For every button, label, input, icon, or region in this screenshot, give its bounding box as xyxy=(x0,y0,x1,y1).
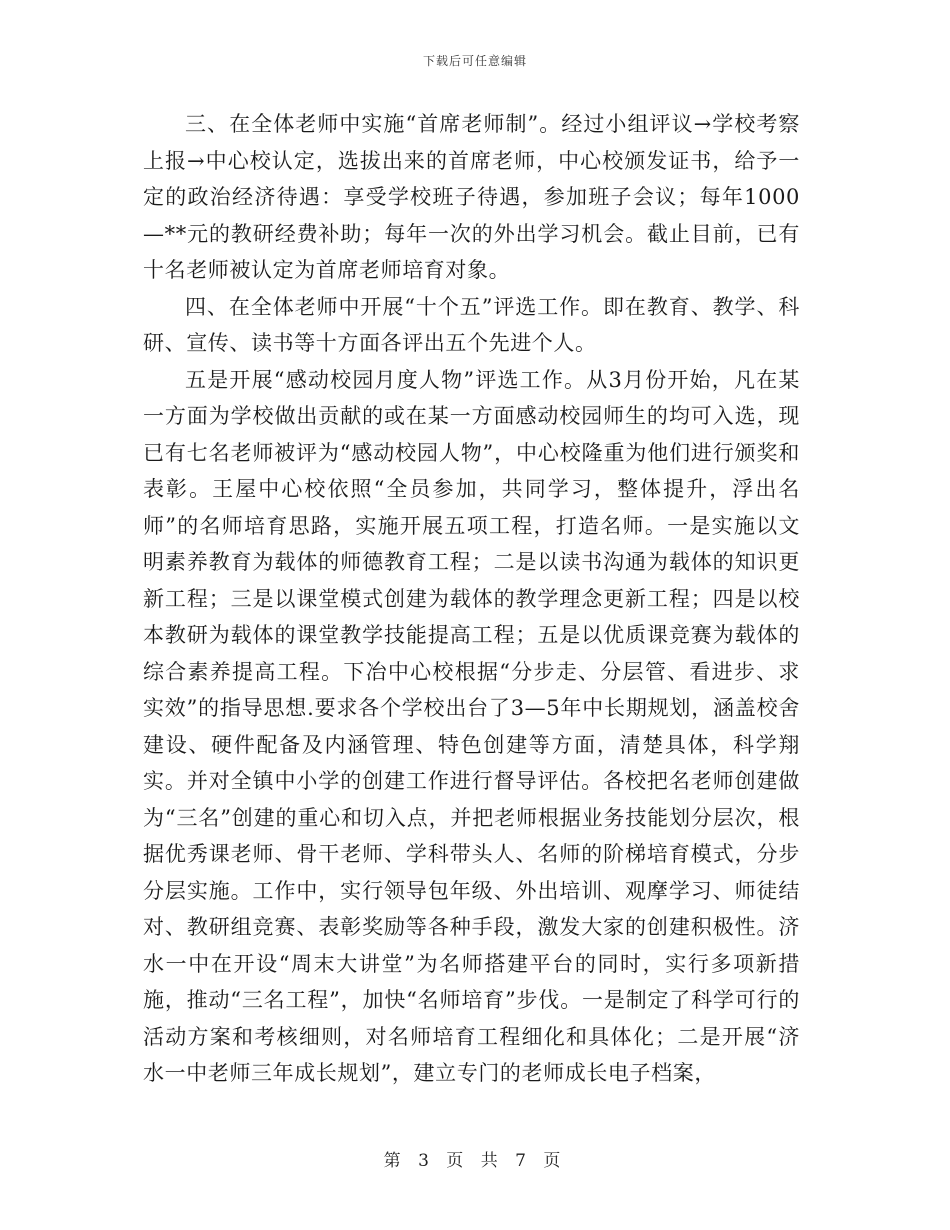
paragraph-3: 五是开展“感动校园月度人物”评选工作。从3月份开始，凡在某一方面为学校做出贡献的或在某一方面感动校园师生的均可入选，现已有七名老师被评为“感动校园人物”，中心校隆重为他们进行颁奖和表彰。王屋中心校依照“全员参加，共同学习，整体提升，浮出名师”的名师培育思路，实施开展五项工程，打造名师。一是实施以文明素养教育为载体的师德教育工程；二是以读书沟通为载体的知识更新工程；三是以课堂模式创建为载体的教学理念更新工程；四是以校本教研为载体的课堂教学技能提高工程；五是以优质课竞赛为载体的综合素养提高工程。下冶中心校根据“分步走、分层管、看进步、求实效”的指导思想.要求各个学校出台了3—5年中长期规划，涵盖校舍建设、硬件配备及内涵管理、特色创建等方面，清楚具体，科学翔实。并对全镇中小学的创建工作进行督导评估。各校把名老师创建做为“三名”创建的重心和切入点，并把老师根据业务技能划分层次，根据优秀课老师、骨干老师、学科带头人、名师的阶梯培育模式，分步分层实施。工作中，实行领导包年级、外出培训、观摩学习、师徒结对、教研组竞赛、表彰奖励等各种手段，激发大家的创建积极性。济水一中在开设“周末大讲堂”为名师搭建平台的同时，实行多项新措施，推动“三名工程”，加快“名师培育”步伐。一是制定了科学可行的活动方案和考核细则，对名师培育工程细化和具体化；二是开展“济水一中老师三年成长规划”，建立专门的老师成长电子档案， xyxy=(143,367,800,1085)
page-header: 下载后可任意编辑 xyxy=(422,54,527,68)
document-body xyxy=(143,106,800,1092)
page-number: 第 3 页 共 7 页 xyxy=(383,1151,567,1171)
paragraph-2: 四、在全体老师中开展“十个五”评选工作。即在教育、教学、科研、宣传、读书等十方面各评出五个先进个人。 xyxy=(143,294,800,355)
paragraph-1: 三、在全体老师中实施“首席老师制”。经过小组评议→学校考察上报→中心校认定，选拔出来的首席老师，中心校颁发证书，给予一定的政治经济待遇：享受学校班子待遇，参加班子会议；每年1000—**元的教研经费补助；每年一次的外出学习机会。截止目前，已有十名老师被认定为首席老师培育对象。 xyxy=(143,112,800,282)
